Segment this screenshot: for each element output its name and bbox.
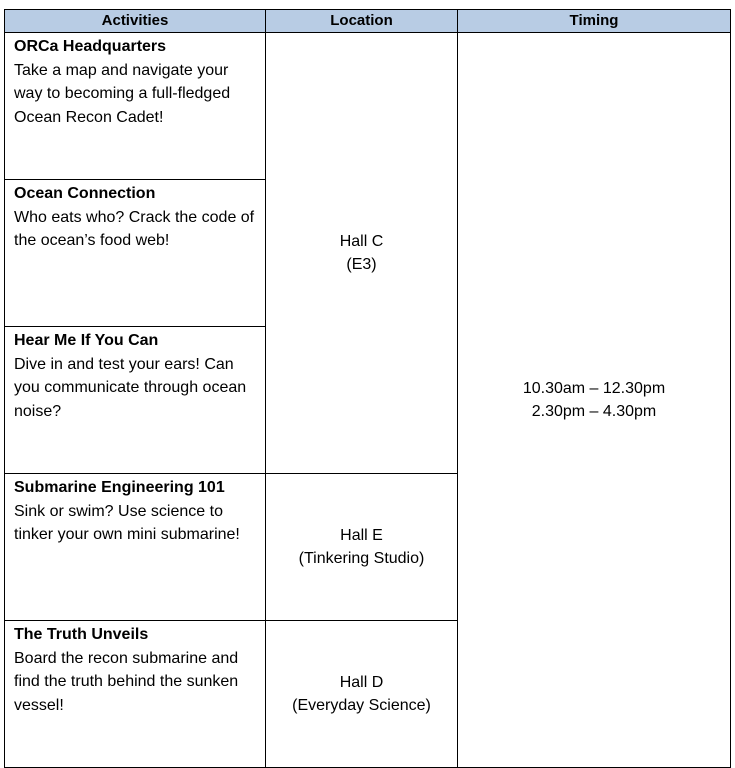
location-detail: (Tinkering Studio): [298, 550, 425, 567]
location-name: Hall C: [339, 233, 384, 250]
activity-title: The Truth Unveils: [14, 626, 149, 643]
activity-cell: [5, 327, 266, 474]
activity-cell: [5, 33, 266, 180]
table-header-row: [5, 10, 731, 33]
location-column-header: Location: [266, 10, 458, 33]
timing-cell: [458, 33, 731, 768]
location-detail: (E3): [346, 256, 377, 273]
activity-title: Ocean Connection: [14, 185, 156, 202]
location-cell: [266, 33, 458, 474]
location-cell: [266, 621, 458, 768]
activities-column-header: Activities: [5, 10, 266, 33]
table-row: [5, 33, 731, 180]
timing-slot-morning: 10.30am – 12.30pm: [522, 380, 666, 397]
location-detail: (Everyday Science): [292, 697, 431, 714]
activity-title: Hear Me If You Can: [14, 332, 159, 349]
location-cell: [266, 474, 458, 621]
activity-cell: [5, 180, 266, 327]
activity-description: Sink or swim? Use science to tinker your own mini submarine!: [14, 502, 240, 543]
activity-cell: [5, 621, 266, 768]
activity-description: Who eats who? Crack the code of the ocean’s food web!: [14, 208, 255, 249]
activity-description: Dive in and test your ears! Can you communicate through ocean noise?: [14, 355, 247, 420]
activity-description: Board the recon submarine and find the truth behind the sunken vessel!: [14, 649, 239, 714]
location-name: Hall D: [339, 674, 384, 691]
activity-title: Submarine Engineering 101: [14, 479, 225, 496]
timing-slot-afternoon: 2.30pm – 4.30pm: [531, 403, 657, 420]
activity-title: ORCa Headquarters: [14, 38, 167, 55]
activity-description: Take a map and navigate your way to becoming a full-fledged Ocean Recon Cadet!: [14, 61, 231, 126]
location-name: Hall E: [340, 527, 383, 544]
timing-column-header: Timing: [458, 10, 731, 33]
activities-schedule-table: [4, 9, 731, 768]
activity-cell: [5, 474, 266, 621]
